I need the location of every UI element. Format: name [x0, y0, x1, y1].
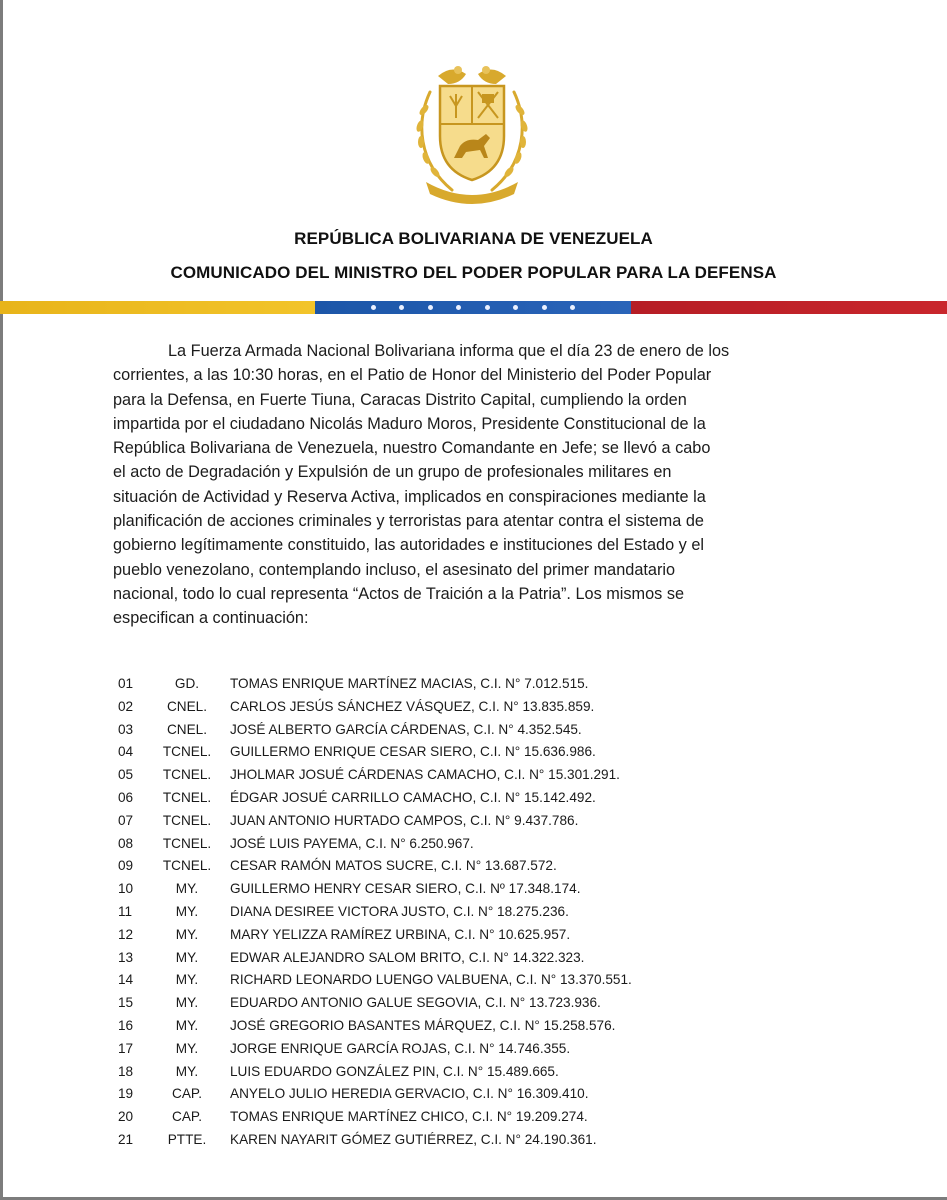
item-number: 10 — [118, 881, 134, 897]
list-item — [112, 969, 812, 992]
star-icon — [485, 305, 490, 310]
item-rank: CAP. — [172, 1109, 202, 1125]
list-item — [112, 901, 812, 924]
item-name: GUILLERMO ENRIQUE CESAR SIERO, C.I. N° 15.636.986. — [230, 744, 596, 760]
list-item — [112, 855, 812, 878]
item-number: 13 — [118, 949, 134, 965]
item-number: 07 — [118, 812, 134, 828]
list-item — [112, 1061, 812, 1084]
item-rank: MY. — [175, 881, 199, 897]
item-rank: TCNEL. — [162, 767, 212, 783]
star-icon — [542, 305, 547, 310]
item-rank: CNEL. — [166, 721, 208, 737]
item-rank: TCNEL. — [162, 812, 212, 828]
star-icon — [513, 305, 518, 310]
paragraph-line: el acto de Degradación y Expulsión de un grupo de profesionales militares en — [113, 463, 672, 482]
item-name: JOSÉ GREGORIO BASANTES MÁRQUEZ, C.I. N° 15.258.576. — [230, 1017, 616, 1033]
item-rank: MY. — [175, 995, 199, 1011]
list-item — [112, 719, 812, 742]
item-name: LUIS EDUARDO GONZÁLEZ PIN, C.I. N° 15.489.665. — [230, 1063, 559, 1079]
item-rank: CAP. — [172, 1086, 202, 1102]
list-item — [112, 673, 812, 696]
item-rank: TCNEL. — [162, 744, 212, 760]
paragraph-line: nacional, todo lo cual representa “Actos de Traición a la Patria”. Los mismos se — [113, 584, 685, 603]
item-name: TOMAS ENRIQUE MARTÍNEZ MACIAS, C.I. N° 7.012.515. — [230, 676, 589, 691]
list-item — [112, 787, 812, 810]
item-number: 08 — [118, 835, 134, 851]
coat-of-arms-emblem — [408, 62, 536, 210]
item-name: JOSÉ ALBERTO GARCÍA CÁRDENAS, C.I. N° 4.352.545. — [230, 721, 582, 737]
star-icon — [371, 305, 376, 310]
list-item — [112, 696, 812, 719]
item-number: 20 — [118, 1109, 134, 1125]
list-item — [112, 1038, 812, 1061]
flag-stripe-yellow — [0, 301, 315, 314]
item-number: 16 — [118, 1017, 134, 1033]
item-number: 03 — [118, 721, 134, 737]
item-rank: MY. — [175, 949, 199, 965]
list-item — [112, 1106, 812, 1129]
star-icon — [428, 305, 433, 310]
document-title: REPÚBLICA BOLIVARIANA DE VENEZUELA — [294, 229, 653, 248]
list-item — [112, 810, 812, 833]
item-name: RICHARD LEONARDO LUENGO VALBUENA, C.I. N° 13.370.551. — [230, 972, 632, 988]
flag-stripe-red — [631, 301, 947, 314]
item-name: DIANA DESIREE VICTORA JUSTO, C.I. N° 18.275.236. — [230, 903, 569, 919]
paragraph-line: corrientes, a las 10:30 horas, en el Patio de Honor del Ministerio del Poder Popular — [113, 366, 712, 385]
item-number: 18 — [118, 1063, 134, 1079]
list-item — [112, 1083, 812, 1106]
item-name: EDUARDO ANTONIO GALUE SEGOVIA, C.I. N° 13.723.936. — [230, 995, 601, 1011]
item-name: CESAR RAMÓN MATOS SUCRE, C.I. N° 13.687.572. — [230, 858, 557, 874]
item-rank: TCNEL. — [162, 789, 212, 805]
item-rank: MY. — [175, 926, 199, 942]
paragraph-line: situación de Actividad y Reserva Activa, implicados en conspiraciones mediante la — [113, 487, 706, 506]
item-number: 21 — [118, 1131, 134, 1147]
list-item — [112, 741, 812, 764]
item-rank: CNEL. — [166, 698, 208, 714]
item-rank: MY. — [175, 1040, 199, 1056]
item-rank: TCNEL. — [162, 858, 212, 874]
item-number: 19 — [118, 1086, 134, 1102]
list-item — [112, 924, 812, 947]
item-number: 09 — [118, 858, 134, 874]
announcement-paragraph — [113, 339, 838, 631]
item-rank: TCNEL. — [162, 835, 212, 851]
item-number: 14 — [118, 972, 134, 988]
item-name: JOSÉ LUIS PAYEMA, C.I. N° 6.250.967. — [230, 835, 474, 851]
item-rank: MY. — [175, 1017, 199, 1033]
item-name: ANYELO JULIO HEREDIA GERVACIO, C.I. N° 16.309.410. — [230, 1086, 589, 1102]
item-number: 05 — [118, 767, 134, 783]
item-rank: GD. — [174, 676, 200, 691]
item-number: 15 — [118, 995, 134, 1011]
list-item — [112, 947, 812, 970]
list-item — [112, 833, 812, 856]
flag-stars — [371, 305, 575, 310]
star-icon — [570, 305, 575, 310]
item-name: MARY YELIZZA RAMÍREZ URBINA, C.I. N° 10.625.957. — [230, 926, 571, 942]
flag-color-bar — [0, 301, 947, 314]
paragraph-line: para la Defensa, en Fuerte Tiuna, Caracas Distrito Capital, cumpliendo la orden — [113, 390, 687, 409]
list-item — [112, 878, 812, 901]
item-name: GUILLERMO HENRY CESAR SIERO, C.I. Nº 17.348.174. — [230, 881, 581, 897]
paragraph-line: gobierno legítimamente constituido, las autoridades e instituciones del Estado y el — [113, 536, 704, 555]
paragraph-line: planificación de acciones criminales y terroristas para atentar contra el sistema de — [113, 512, 704, 531]
item-number: 17 — [118, 1040, 134, 1056]
item-number: 06 — [118, 789, 134, 805]
item-name: ÉDGAR JOSUÉ CARRILLO CAMACHO, C.I. N° 15.142.492. — [230, 789, 596, 805]
list-item — [112, 1015, 812, 1038]
document-subtitle: COMUNICADO DEL MINISTRO DEL PODER POPULAR PARA LA DEFENSA — [170, 263, 777, 282]
item-name: EDWAR ALEJANDRO SALOM BRITO, C.I. N° 14.322.323. — [230, 949, 585, 965]
item-number: 04 — [118, 744, 134, 760]
star-icon — [399, 305, 404, 310]
list-item — [112, 764, 812, 787]
item-number: 01 — [118, 676, 134, 691]
flag-stripe-blue — [315, 301, 631, 314]
item-name: JUAN ANTONIO HURTADO CAMPOS, C.I. N° 9.437.786. — [230, 812, 579, 828]
item-rank: MY. — [175, 972, 199, 988]
item-name: KAREN NAYARIT GÓMEZ GUTIÉRREZ, C.I. N° 24.190.361. — [230, 1131, 597, 1147]
item-number: 12 — [118, 926, 134, 942]
item-rank: PTTE. — [167, 1131, 207, 1147]
paragraph-line: especifican a continuación: — [113, 609, 309, 628]
item-number: 11 — [118, 903, 133, 919]
item-rank: MY. — [175, 903, 199, 919]
star-icon — [456, 305, 461, 310]
item-rank: MY. — [175, 1063, 199, 1079]
list-item — [112, 1129, 812, 1152]
list-item — [112, 992, 812, 1015]
item-name: CARLOS JESÚS SÁNCHEZ VÁSQUEZ, C.I. N° 13.835.859. — [230, 698, 595, 714]
page-frame-left — [0, 0, 3, 1200]
item-number: 02 — [118, 698, 134, 714]
item-name: JHOLMAR JOSUÉ CÁRDENAS CAMACHO, C.I. N° 15.301.291. — [230, 767, 620, 783]
paragraph-line: impartida por el ciudadano Nicolás Maduro Moros, Presidente Constitucional de la — [113, 414, 706, 433]
item-name: JORGE ENRIQUE GARCÍA ROJAS, C.I. N° 14.746.355. — [230, 1040, 571, 1056]
paragraph-line: República Bolivariana de Venezuela, nuestro Comandante en Jefe; se llevó a cabo — [113, 439, 711, 458]
personnel-list — [112, 673, 812, 1152]
paragraph-line: La Fuerza Armada Nacional Bolivariana informa que el día 23 de enero de los — [168, 342, 730, 360]
item-name: TOMAS ENRIQUE MARTÍNEZ CHICO, C.I. N° 19.209.274. — [230, 1109, 588, 1125]
paragraph-line: pueblo venezolano, contemplando incluso, el asesinato del primer mandatario — [113, 560, 676, 579]
